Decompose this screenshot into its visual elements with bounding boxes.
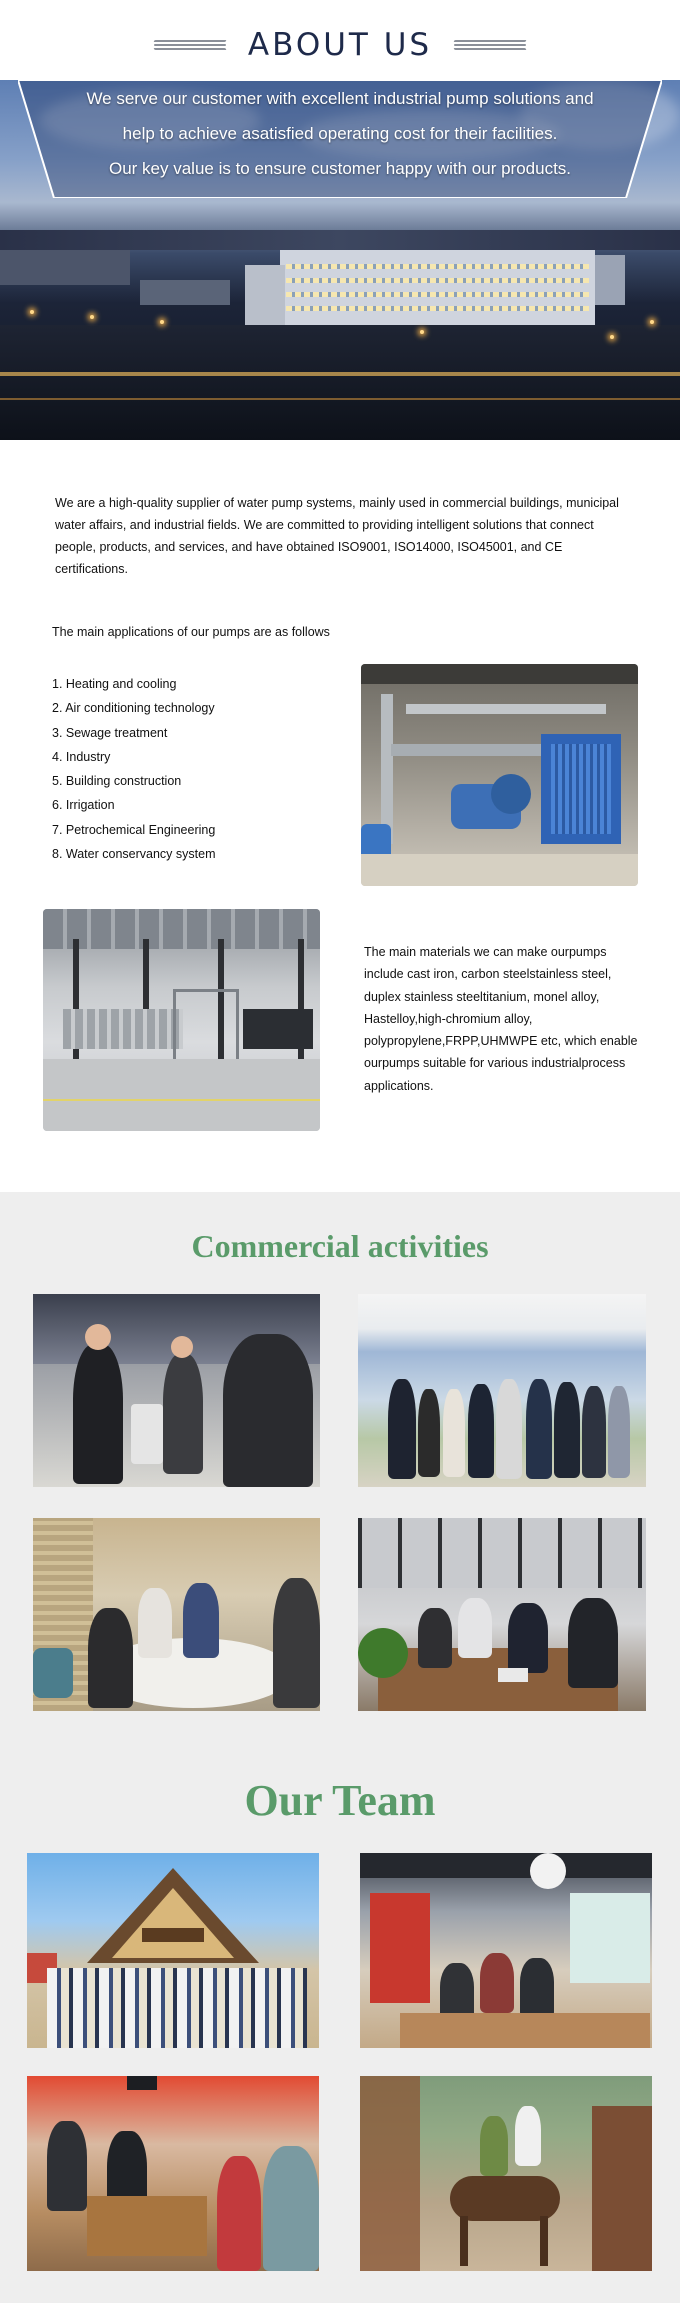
- wave-decoration-left: [154, 38, 226, 52]
- team-photo-restaurant: [360, 1853, 652, 2048]
- list-item: 6. Irrigation: [52, 798, 115, 813]
- hero-banner: [18, 80, 662, 198]
- list-item: 4. Industry: [52, 749, 111, 764]
- page-title: ABOUT US: [247, 27, 433, 63]
- list-item: 7. Petrochemical Engineering: [52, 822, 216, 837]
- title-row: [0, 20, 680, 70]
- intro-paragraph: We are a high-quality supplier of water pump systems, mainly used in commercial buildings, municipal water affairs, and industrial fields. We are committed to providing intelligent solutions that connect people, products, and services, and have obtained ISO9001, ISO14000, ISO45001, and CE certifications.: [55, 496, 619, 576]
- materials-paragraph: The main materials we can make ourpumps include cast iron, carbon steelstainless steel, duplex stainless steeltitanium, monel alloy, Hastelloy,high-chromium alloy, polypropylene,FRPP,UHMWPE etc, which enable ourpumps suitable for various industrialprocess applications.: [364, 945, 638, 1093]
- commercial-title: Commercial activities: [191, 1228, 489, 1264]
- applications-list: [52, 672, 342, 866]
- factory-interior-photo: [43, 909, 320, 1131]
- team-photo-dining: [27, 2076, 319, 2271]
- team-photo-horse-riding: [360, 2076, 652, 2271]
- list-item: 3. Sewage treatment: [52, 725, 168, 740]
- list-item: 8. Water conservancy system: [52, 847, 216, 862]
- office-building: [280, 250, 595, 325]
- hero-line-2: help to achieve asatisfied operating cost for their facilities.: [122, 124, 558, 143]
- applications-heading: The main applications of our pumps are as follows: [52, 625, 330, 639]
- commercial-photo-group: [358, 1294, 646, 1487]
- list-item: 2. Air conditioning technology: [52, 701, 215, 716]
- team-title: Our Team: [244, 1776, 436, 1825]
- commercial-photo-dinner: [33, 1518, 320, 1711]
- list-item: 1. Heating and cooling: [52, 677, 177, 691]
- wave-decoration-right: [454, 38, 526, 52]
- commercial-photo-meeting: [358, 1518, 646, 1711]
- commercial-photo-airport: [33, 1294, 320, 1487]
- hero-line-3: Our key value is to ensure customer happy with our products.: [108, 159, 572, 178]
- list-item: 5. Building construction: [52, 774, 182, 789]
- team-photo-group: [27, 1853, 319, 2048]
- pump-room-photo: [361, 664, 638, 886]
- hero-line-1: We serve our customer with excellent industrial pump solutions and: [86, 89, 594, 108]
